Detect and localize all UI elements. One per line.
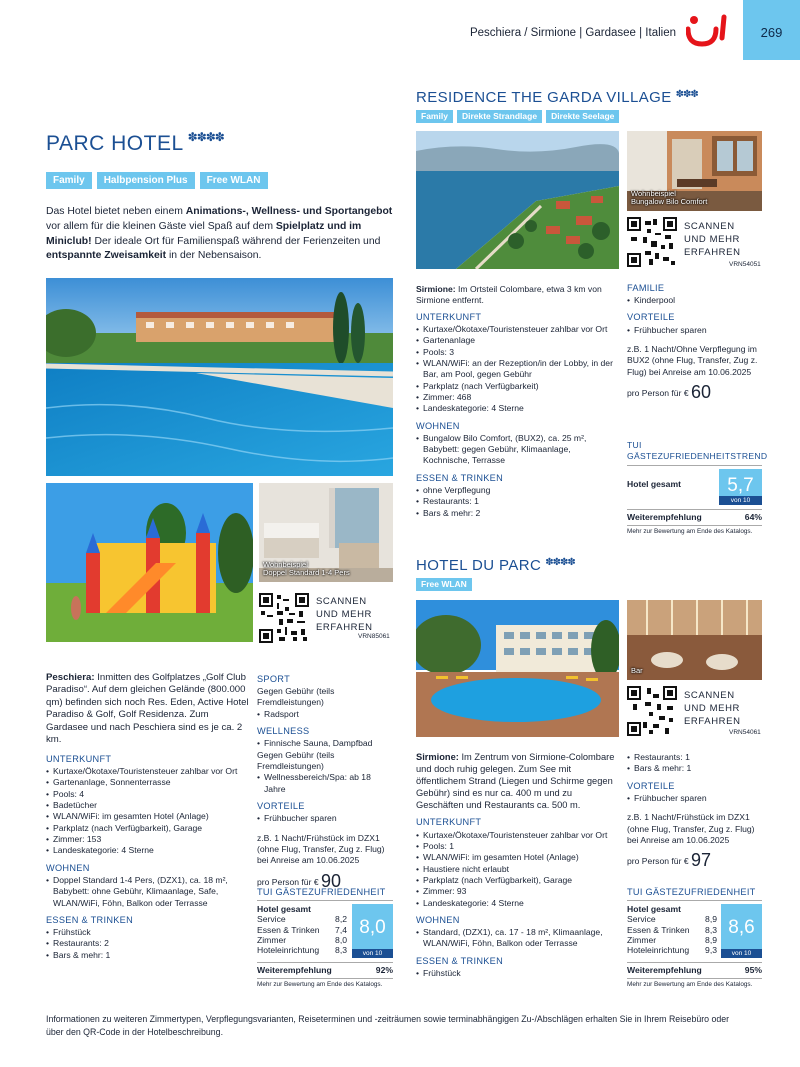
garda-lake-photo [416,131,619,269]
intro-text: Das Hotel bietet neben einem [46,206,186,217]
recommendation-value: 64% [744,511,762,522]
section-sport: SPORT [257,674,290,684]
rating-row [257,925,347,935]
list-item: • Kurtaxe/Ökotaxe/Touristensteuer zahlbar vor Ort [46,766,251,777]
list-item: • WLAN/WiFi: an der Rezeption/in der Lobby, in der Bar, am Pool, gegen Gebühr [416,358,616,381]
section-wohnen: WOHNEN [416,420,460,431]
room-caption: Bar [631,666,643,676]
list-item: • Frühstück [416,968,616,979]
rating-row [257,914,347,924]
section-unterkunft: UNTERKUNFT [416,817,482,828]
rating-label: Zimmer [257,935,287,946]
duparc-bar-photo [627,600,762,680]
duparc-tags [416,578,472,591]
rating-label: Hoteleinrichtung [257,945,320,956]
list-item: • Restaurants: 2 [46,938,251,949]
parc-rating [257,886,393,990]
offer-text: z.B. 1 Nacht/Frühstück im DZX1 (ohne Flug, Transfer, Zug z. Flug) bei Anreise am 10.06.2025 [627,812,755,845]
list-item: • Frühbucher sparen [257,813,393,824]
qr-code-icon[interactable] [627,217,677,267]
price-value: 90 [321,870,342,891]
price [627,849,762,873]
section-familie: FAMILIE [627,283,665,293]
tag-family: Family [46,172,92,189]
duparc-details-col2 [627,752,762,873]
recommendation-value: 92% [375,965,393,976]
recommendation [627,509,762,523]
section-unterkunft: UNTERKUNFT [416,311,482,322]
section-wohnen: WOHNEN [416,914,460,925]
score-value: 8,0 [359,917,386,939]
price-label: pro Person für € [627,388,689,398]
section-essen: ESSEN & TRINKEN [416,955,504,966]
qr-code-icon[interactable] [627,686,677,736]
recommendation-label: Weiterempfehlung [627,965,702,976]
list-item: • Pools: 1 [416,841,616,852]
list-item: • Kurtaxe/Ökotaxe/Touristensteuer zahlbar vor Ort [416,324,616,335]
list-item: • Bars & mehr: 2 [416,508,616,519]
duparc-details-col1 [416,751,616,979]
parc-room-photo [259,483,393,582]
list-item: • Parkplatz (nach Verfügbarkeit), Garage [46,823,251,834]
section-essen: ESSEN & TRINKEN [46,914,134,925]
garda-details-col1 [416,284,616,519]
list-item: • Gartenanlage, Sonnenterrasse [46,777,251,788]
price-value: 60 [691,382,712,402]
rating-label: Hoteleinrichtung [627,945,690,956]
garda-title [416,88,698,108]
hotel-name: HOTEL DU PARC [416,557,542,574]
rating-title: TUI GÄSTEZUFRIEDENHEIT [257,886,393,901]
section-vorteile: VORTEILE [627,312,675,323]
price-value: 97 [691,850,712,871]
list-item: • Frühstück [46,927,251,938]
intro-text: vor allem für die kleinen Gäste viel Spaß auf dem [46,220,276,232]
rating-note: Mehr zur Bewertung am Ende des Katalogs. [627,978,762,989]
list-item: • Frühbucher sparen [627,325,762,336]
score-scale: von 10 [352,949,393,958]
parc-pool-photo [46,278,393,476]
recommendation-label: Weiterempfehlung [627,511,702,522]
score-scale: von 10 [721,949,762,958]
rating-row [627,945,717,955]
rating-row [627,935,717,945]
tag-halbpension: Halbpension Plus [97,172,195,189]
rating-value: 8,3 [705,924,717,935]
rating-total-label: Hotel gesamt [627,904,681,915]
rating-label: Service [257,914,286,925]
list-item: • Bars & mehr: 1 [627,763,762,774]
hotel-name: PARC HOTEL [46,132,184,155]
score-box [719,469,762,505]
intro-text: in der Nebensaison. [166,250,262,262]
rating-value: 7,4 [335,924,347,935]
intro-text: Der ideale Ort für Familienspaß während der Ferienzeiten und [91,235,381,247]
rating-title: TUI GÄSTEZUFRIEDENHEITSTREND [627,440,762,466]
list-item: • Kinderpool [627,295,762,306]
rating-value: 8,9 [705,914,717,925]
section-wohnen: WOHNEN [46,862,90,873]
list-item: • Restaurants: 1 [416,496,616,507]
list-item: • Finnische Sauna, Dampfbad [257,738,393,749]
recommendation [257,962,393,976]
list-item: • Zimmer: 153 [46,834,251,845]
list-item: • Pools: 3 [416,347,616,358]
parc-details-col1 [46,672,251,961]
list-item: • Standard, (DZX1), ca. 17 - 18 m², Klimaanlage, WLAN/WiFi, Föhn, Balkon oder Terrasse [416,927,616,950]
price-label: pro Person für € [627,856,689,867]
room-caption: Wohnbeispiel Doppel Standard 1-4 Pers [263,559,350,578]
rating-label: Essen & Trinken [627,924,690,935]
scan-label: SCANNEN UND MEHR ERFAHREN [684,221,741,258]
wellness-text: Gegen Gebühr (teils Fremdleistungen) [257,749,335,771]
rating-value: 8,3 [335,945,347,956]
intro-highlight: Spielplatz und im Miniclub! [46,220,362,247]
tui-logo-icon [686,14,730,48]
rating-row [627,925,717,935]
parc-hotel-intro [46,205,396,264]
list-item: • ohne Verpflegung [416,485,616,496]
location-label: Sirmione: [416,752,459,762]
tag-free-wlan: Free WLAN [200,172,268,189]
rating-total-label: Hotel gesamt [627,478,681,489]
intro-highlight: Animations-, Wellness- und Sportangebot [185,206,393,217]
hotel-stars: ✽✽✽✽ [545,557,575,568]
score-scale: von 10 [719,496,762,505]
section-essen: ESSEN & TRINKEN [416,472,504,483]
tag-free-wlan: Free WLAN [416,578,472,591]
rating-label: Essen & Trinken [257,924,320,935]
recommendation [627,962,762,976]
list-item: • Wellnessbereich/Spa: ab 18 Jahre [257,772,393,795]
rating-note: Mehr zur Bewertung am Ende des Katalogs. [257,978,393,989]
sport-text: Gegen Gebühr (teils Fremdleistungen) [257,686,335,708]
vrn-code: VRN54051 [729,261,761,268]
rating-title: TUI GÄSTEZUFRIEDENHEIT [627,886,762,901]
list-item: • Zimmer: 468 [416,392,616,403]
location-text: Inmitten des Golfplatzes „Golf Club Paradiso“. Auf dem gleichen Gelände (800.000 qm) befinden sich noch Res. Eden, Active Hotel Paradiso & Golf, Golf Residenza. Zum Gardasee und nach Peschiera sind es je ca. 2 km. [46,672,249,746]
parc-hotel-tags [46,172,268,189]
hotel-stars: ✽✽✽✽ [187,130,224,144]
scan-label: SCANNEN UND MEHR ERFAHREN [684,690,741,727]
location-text: Im Ortsteil Colombare, etwa 3 km von Sirmione entfernt. [416,284,602,306]
rating-value: 8,2 [335,914,347,925]
section-unterkunft: UNTERKUNFT [46,753,112,764]
offer-text: z.B. 1 Nacht/Ohne Verpflegung im BUX2 (ohne Flug, Transfer, Zug z. Flug) bei Anreise am 10.06.2025 [627,343,758,377]
list-item: • Parkplatz (nach Verfügbarkeit), Garage [416,875,616,886]
tag-strandlage: Direkte Strandlage [457,110,542,123]
garda-rating [627,440,768,536]
rating-row [627,914,717,924]
duparc-rating [627,886,762,990]
list-item: • Haustiere nicht erlaubt [416,864,616,875]
section-vorteile: VORTEILE [627,780,675,791]
tag-family: Family [416,110,453,123]
rating-total-label: Hotel gesamt [257,904,311,915]
price-label: pro Person für € [257,876,319,887]
list-item: • Zimmer: 93 [416,886,616,897]
recommendation-value: 95% [744,965,762,976]
breadcrumb: Peschiera / Sirmione | Gardasee | Italien [469,27,676,39]
rating-row [257,945,347,955]
garda-tags [416,110,619,123]
section-vorteile: VORTEILE [257,801,305,812]
list-item: • WLAN/WiFi: im gesamten Hotel (Anlage) [416,852,616,863]
list-item: • Frühbucher sparen [627,793,762,804]
score-value: 8,6 [728,917,755,939]
hotel-name: RESIDENCE THE GARDA VILLAGE [416,89,672,106]
list-item: • Landeskategorie: 4 Sterne [416,898,616,909]
list-item: • WLAN/WiFi: im gesamten Hotel (Anlage) [46,811,251,822]
qr-code-icon[interactable] [259,593,309,643]
duparc-title [416,556,575,576]
parc-details-col2 [257,668,393,893]
location-text: Im Zentrum von Sirmione-Colombare und doch ruhig gelegen. Zum See mit öffentlichem Strand (Liegen und Schirme gegen Gebühr) sind es nur ca. 400 m und zu Geschäften und Restaurants ca. 500 m. [416,752,615,811]
list-item: • Restaurants: 1 [627,752,762,763]
list-item: • Landeskategorie: 4 Sterne [46,845,251,856]
rating-label: Zimmer [627,935,657,946]
hotel-stars: ✽✽✽ [675,89,698,100]
location-label: Peschiera: [46,672,95,683]
section-wellness: WELLNESS [257,726,310,737]
list-item: • Kurtaxe/Ökotaxe/Touristensteuer zahlbar vor Ort [416,830,616,841]
vrn-code: VRN54061 [729,729,761,736]
list-item: • Gartenanlage [416,335,616,346]
footer-note: Informationen zu weiteren Zimmertypen, Verpflegungsvarianten, Reiseterminen und -zeiträumen sowie terminabhängigen Zu-/Abschlägen erhalten Sie in Ihrem Reisebüro oder über den QR-Code in der Hotelbeschreibung. [46,1014,730,1038]
garda-room-photo [627,131,762,211]
scan-label: SCANNEN UND MEHR ERFAHREN [316,596,373,633]
rating-note: Mehr zur Bewertung am Ende des Katalogs. [627,525,762,536]
list-item: • Pools: 4 [46,789,251,800]
rating-value: 8,0 [335,935,347,946]
vrn-code: VRN85061 [358,633,390,640]
score-value: 5,7 [727,474,754,496]
rating-label: Service [627,914,656,925]
garda-details-col2 [627,282,762,405]
intro-highlight: entspannte Zweisamkeit [46,250,167,262]
recommendation-label: Weiterempfehlung [257,965,332,976]
rating-value: 9,3 [705,945,717,956]
list-item: • Badetücher [46,800,251,811]
parc-hotel-title [46,130,224,158]
list-item: • Bungalow Bilo Comfort, (BUX2), ca. 25 m², Babybett: gegen Gebühr, Klimaanlage, Kochnische, Terrasse [416,433,616,467]
parc-playground-photo [46,483,253,642]
page-number: 269 [743,0,800,60]
score-box [721,904,762,958]
offer-text: z.B. 1 Nacht/Frühstück im DZX1 (ohne Flug, Transfer, Zug z. Flug) bei Anreise am 10.06.2025 [257,832,385,866]
duparc-pool-photo [416,600,619,737]
location-label: Sirmione: [416,284,456,294]
list-item: • Landeskategorie: 4 Sterne [416,403,616,414]
unterkunft-list [46,766,251,857]
tag-seelage: Direkte Seelage [546,110,619,123]
list-item: • Bars & mehr: 1 [46,950,251,961]
rating-row [257,935,347,945]
score-box [352,904,393,958]
list-item: • Radsport [257,709,393,720]
list-item: • Doppel Standard 1-4 Pers, (DZX1), ca. 18 m², Babybett: ohne Gebühr, Klimaanlage, Safe, WLAN/WiFi, Föhn, Balkon oder Terrasse [46,875,251,909]
price [627,381,762,405]
rating-value: 8,9 [705,935,717,946]
list-item: • Parkplatz (nach Verfügbarkeit) [416,381,616,392]
room-caption: Wohnbeispiel Bungalow Bilo Comfort [631,188,708,207]
